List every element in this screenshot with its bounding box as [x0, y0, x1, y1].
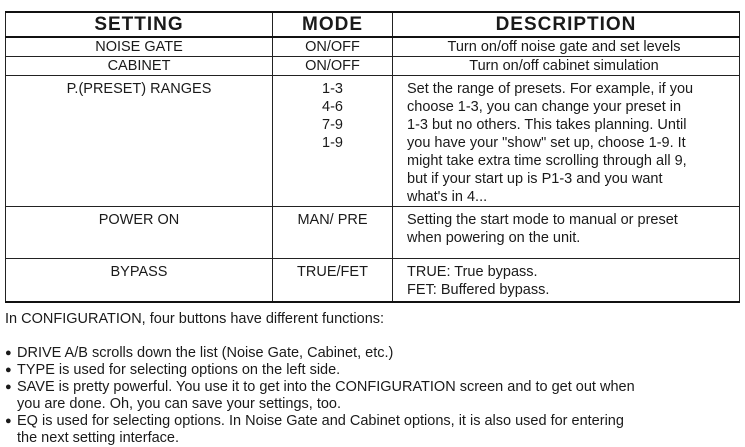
- table-row-power-on: [6, 207, 740, 259]
- list-item-text: SAVE is pretty powerful. You use it to get into the CONFIGURATION screen and to get out when: [17, 379, 635, 395]
- description-cell: Turn on/off cabinet simulation: [393, 57, 740, 76]
- description-line: FET: Buffered bypass.: [407, 282, 550, 298]
- mode-option: 1-9: [322, 135, 343, 151]
- description-line: when powering on the unit.: [407, 230, 581, 246]
- description-line: TRUE: True bypass.: [407, 264, 538, 280]
- description-line: you have your "show" set up, choose 1-9. It: [407, 135, 686, 151]
- description-cell: Turn on/off noise gate and set levels: [393, 37, 740, 57]
- list-item-text: DRIVE A/B scrolls down the list (Noise Gate, Cabinet, etc.): [17, 345, 394, 361]
- setting-cell: P.(PRESET) RANGES: [6, 76, 273, 207]
- description-cell: [393, 259, 740, 303]
- list-item-text: the next setting interface.: [17, 430, 180, 446]
- header-description: DESCRIPTION: [393, 12, 740, 37]
- list-item-text: TYPE is used for selecting options on the left side.: [17, 362, 341, 378]
- description-line: 1-3 but no others. This takes planning. Until: [407, 117, 687, 133]
- mode-cell: ON/OFF: [273, 57, 393, 76]
- bullet-icon: ●: [5, 347, 12, 359]
- list-item: [5, 345, 740, 362]
- bullet-icon: ●: [5, 415, 12, 427]
- list-item-text: EQ is used for selecting options. In Noise Gate and Cabinet options, it is also used for entering: [17, 413, 624, 429]
- table-row-bypass: [6, 259, 740, 303]
- list-item-text: you are done. Oh, you can save your settings, too.: [17, 396, 342, 412]
- table-row-preset-ranges: [6, 76, 740, 207]
- description-cell: [393, 207, 740, 259]
- bullet-icon: ●: [5, 364, 12, 376]
- setting-cell: CABINET: [6, 57, 273, 76]
- setting-cell: POWER ON: [6, 207, 273, 259]
- table-row-cabinet: [6, 57, 740, 76]
- description-line: but if your start up is P1-3 and you want: [407, 171, 663, 187]
- configuration-notes: [5, 311, 740, 447]
- list-item: [5, 413, 740, 447]
- mode-option: 4-6: [322, 99, 343, 115]
- setting-cell: NOISE GATE: [6, 37, 273, 57]
- configuration-settings-table: [5, 11, 740, 303]
- description-line: might take extra time scrolling through all 9,: [407, 153, 687, 169]
- mode-cell: [273, 76, 393, 207]
- mode-cell: ON/OFF: [273, 37, 393, 57]
- header-setting: SETTING: [6, 12, 273, 37]
- mode-cell: TRUE/FET: [273, 259, 393, 303]
- setting-cell: BYPASS: [6, 259, 273, 303]
- list-item: [5, 362, 740, 379]
- mode-cell: MAN/ PRE: [273, 207, 393, 259]
- mode-option: 7-9: [322, 117, 343, 133]
- bullet-icon: ●: [5, 381, 12, 393]
- description-line: Setting the start mode to manual or preset: [407, 212, 678, 228]
- description-line: what's in 4...: [407, 189, 488, 205]
- list-item: [5, 379, 740, 413]
- description-cell: [393, 76, 740, 207]
- notes-intro: In CONFIGURATION, four buttons have different functions:: [5, 311, 385, 327]
- description-line: choose 1-3, you can change your preset in: [407, 99, 682, 115]
- table-row-noise-gate: [6, 37, 740, 57]
- table-header-row: [6, 12, 740, 37]
- mode-option: 1-3: [322, 81, 343, 97]
- header-mode: MODE: [273, 12, 393, 37]
- description-line: Set the range of presets. For example, if you: [407, 81, 694, 97]
